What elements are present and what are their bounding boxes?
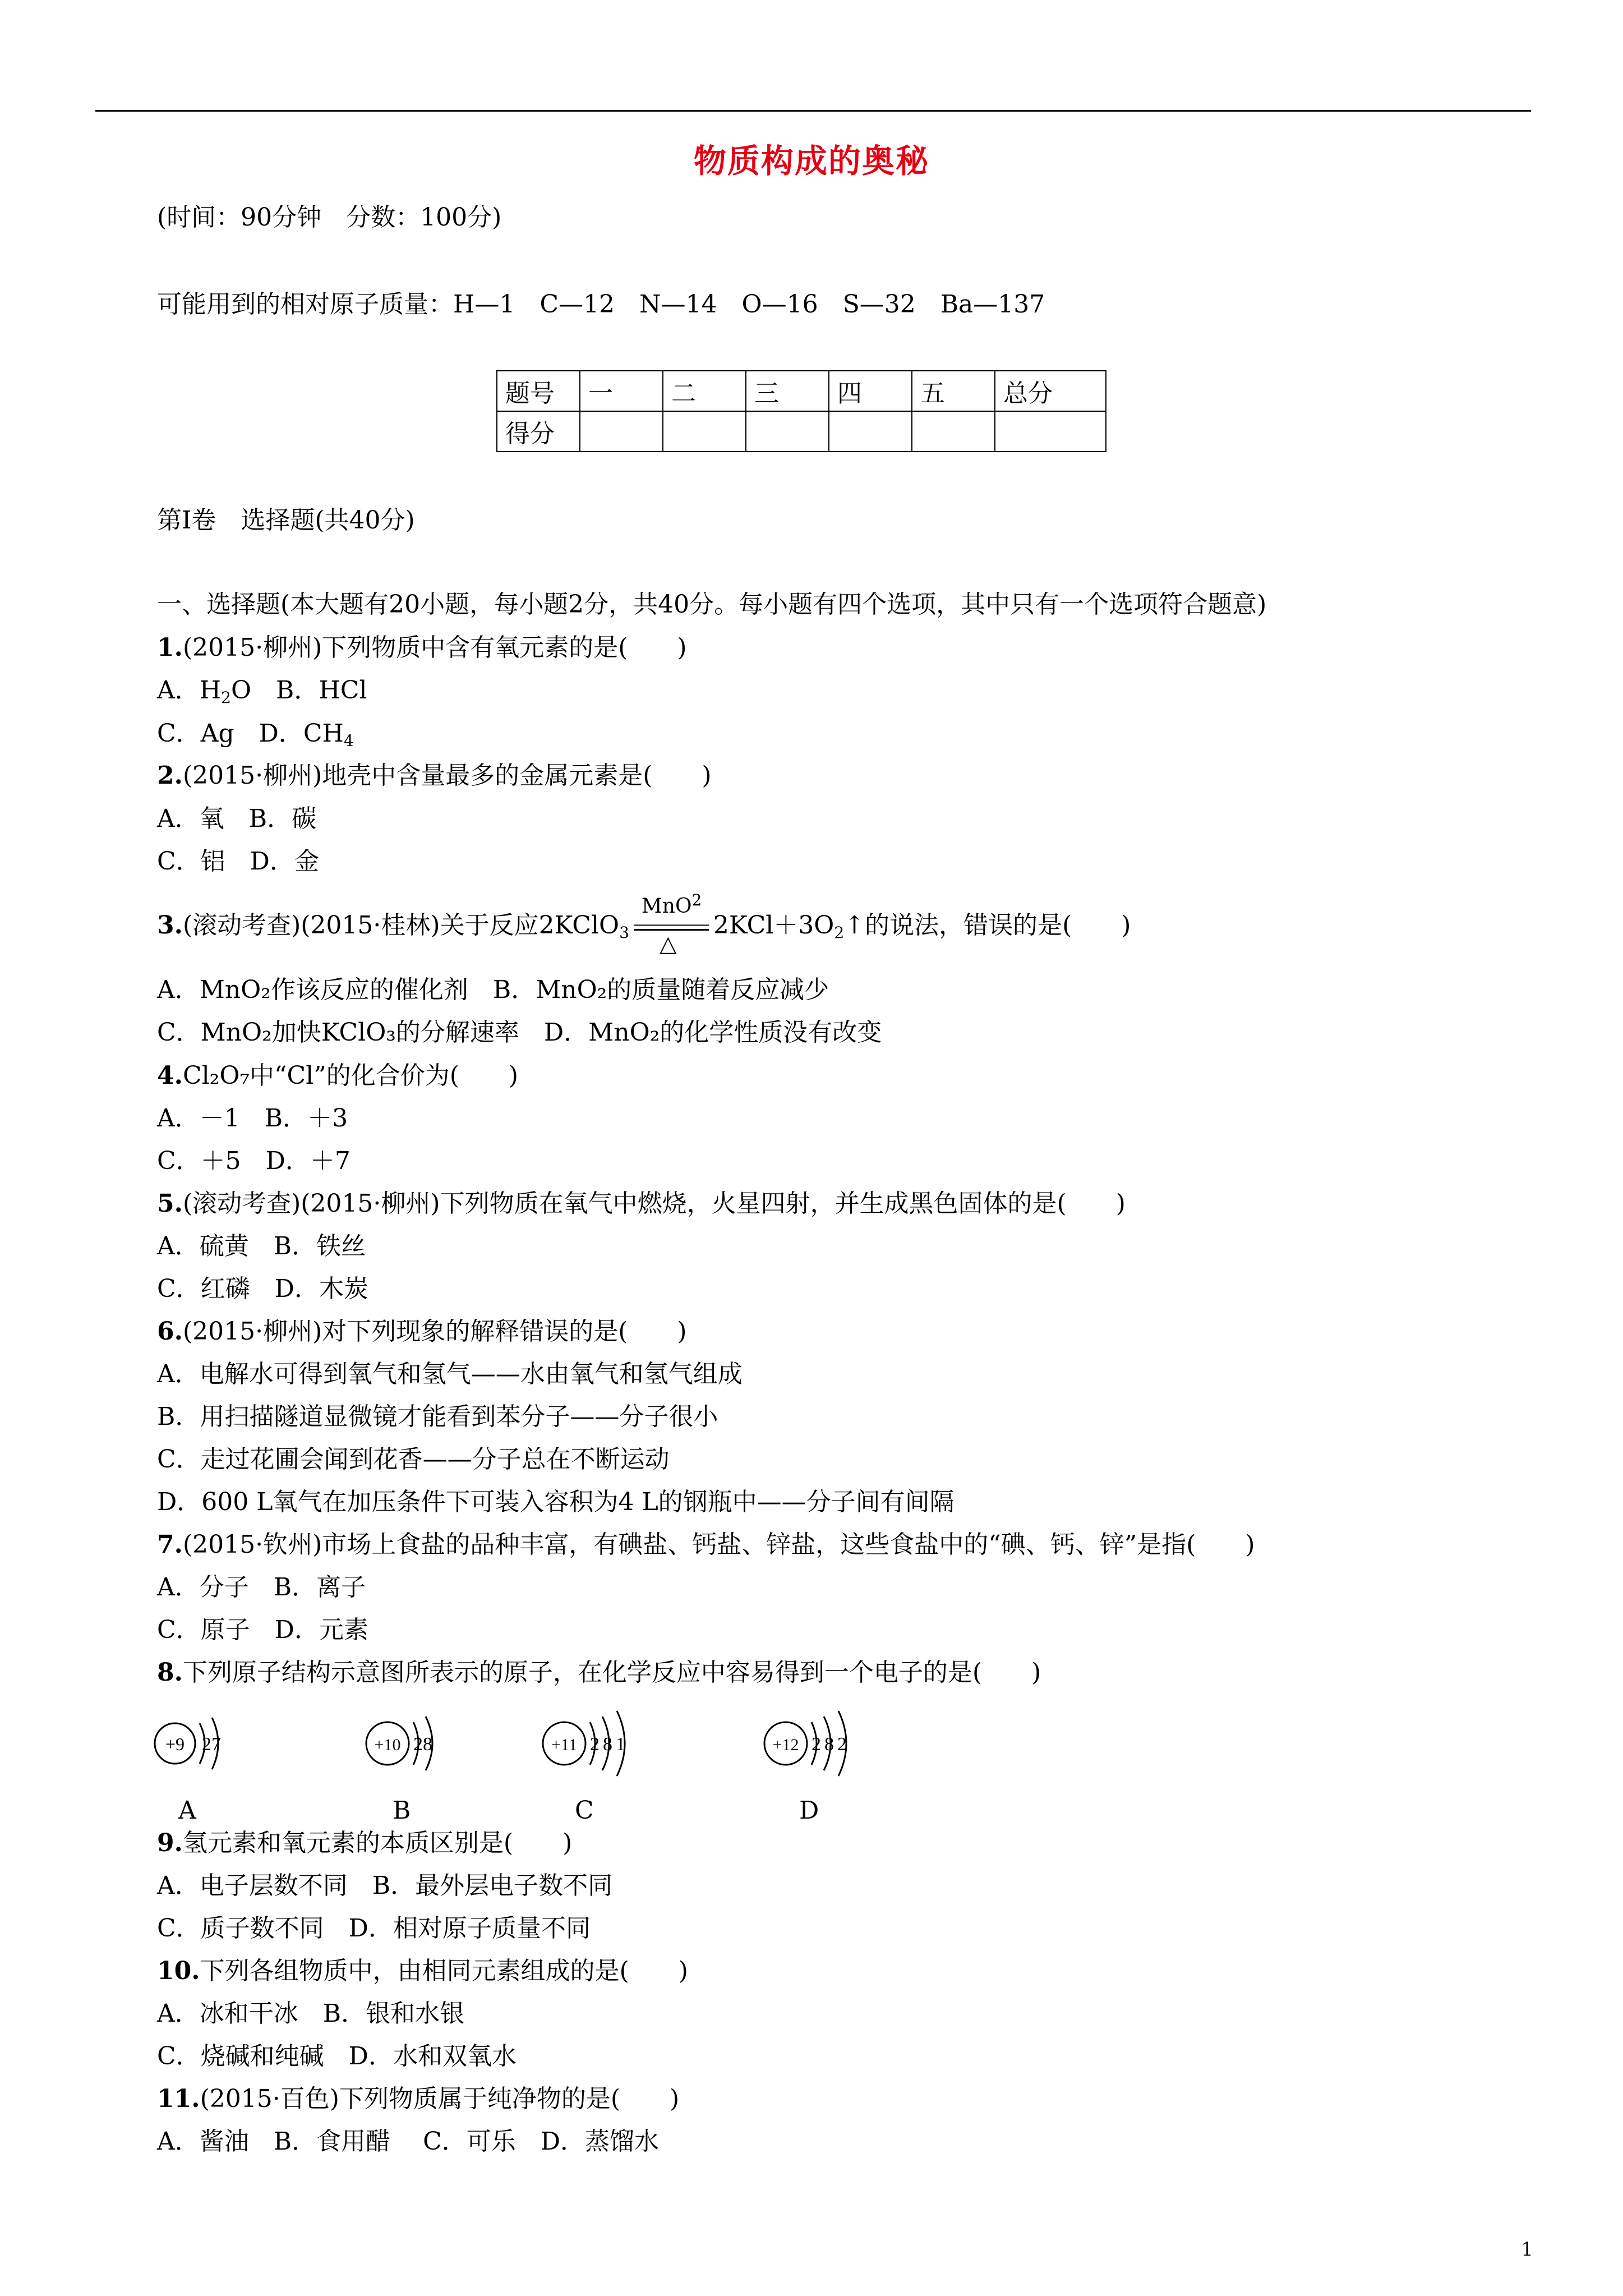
question-10 — [157, 1955, 688, 1987]
options-ab: A．冰和干冰 B．银和水银 — [157, 1999, 465, 2028]
subscript: 2 — [221, 688, 231, 707]
question-number: 2. — [157, 761, 183, 790]
subscript: 3 — [619, 923, 629, 942]
score-entry[interactable] — [995, 411, 1106, 452]
atom-label-d: D — [799, 1796, 819, 1825]
options-cd: C．MnO₂加快KClO₃的分解速率 D．MnO₂的化学性质没有改变 — [157, 1018, 882, 1047]
score-entry[interactable] — [829, 411, 912, 452]
svg-text:+9: +9 — [165, 1734, 185, 1754]
question-stem: (2015·柳州)下列物质中含有氧元素的是( ) — [182, 633, 687, 662]
question-2 — [157, 760, 712, 792]
score-entry[interactable] — [746, 411, 829, 452]
question-stem: ↑的说法，错误的是( ) — [844, 911, 1131, 940]
option-text: A．H — [157, 676, 222, 705]
table-cell: 三 — [746, 371, 829, 411]
question-8 — [157, 1657, 1041, 1688]
question-number: 4. — [157, 1061, 183, 1090]
question-stem: 下列各组物质中，由相同元素组成的是( ) — [200, 1957, 688, 1985]
atom-diagram-a — [151, 1705, 252, 1778]
catalyst-label: MnO$^2$ — [641, 890, 702, 918]
svg-text:27: 27 — [202, 1734, 221, 1755]
question-6 — [157, 1316, 687, 1347]
question-stem: (滚动考查)(2015·桂林)关于反应2KClO — [182, 911, 620, 940]
options-ab: A．MnO₂作该反应的催化剂 B．MnO₂的质量随着反应减少 — [157, 976, 829, 1004]
question-stem: (2015·柳州)对下列现象的解释错误的是( ) — [182, 1317, 687, 1346]
question-number: 5. — [157, 1189, 183, 1218]
subscript: 2 — [834, 923, 845, 942]
question-number: 1. — [157, 633, 183, 662]
question-stem: 氢元素和氧元素的本质区别是( ) — [182, 1829, 573, 1857]
score-entry[interactable] — [912, 411, 995, 452]
options-ab: A．硫黄 B．铁丝 — [157, 1232, 366, 1260]
options-ab — [157, 675, 367, 714]
options-ab: A．－1 B．＋3 — [157, 1104, 348, 1133]
table-cell: 总分 — [995, 371, 1106, 411]
atom-diagram-b — [362, 1705, 474, 1778]
page-title: 物质构成的奥秘 — [693, 142, 929, 180]
svg-text:+12: +12 — [772, 1736, 799, 1754]
option-text: O B．HCl — [230, 676, 367, 705]
options-cd: C．质子数不同 D．相对原子质量不同 — [157, 1914, 591, 1943]
question-number: 10. — [157, 1957, 200, 1985]
question-11 — [157, 2083, 679, 2115]
atom-label-c: C — [575, 1796, 594, 1825]
options-ab: A．电子层数不同 B．最外层电子数不同 — [157, 1871, 613, 1900]
options-cd: C．铝 D．金 — [157, 847, 319, 876]
table-cell: 一 — [580, 371, 663, 411]
atom-diagram-d — [760, 1705, 895, 1778]
score-table-score-row — [497, 411, 1106, 452]
question-stem: (2015·百色)下列物质属于纯净物的是( ) — [200, 2085, 680, 2113]
score-entry[interactable] — [663, 411, 746, 452]
table-cell: 得分 — [497, 411, 580, 452]
atom-label-a: A — [178, 1796, 196, 1825]
svg-text:282: 282 — [811, 1734, 850, 1755]
heat-symbol: △ — [659, 931, 677, 957]
reaction-condition — [629, 890, 713, 957]
question-stem: (滚动考查)(2015·柳州)下列物质在氧气中燃烧，火星四射，并生成黑色固体的是( ) — [182, 1189, 1126, 1218]
options-cd: C．原子 D．元素 — [157, 1616, 368, 1644]
options-cd: C．烧碱和纯碱 D．水和双氧水 — [157, 2042, 517, 2070]
options-ab: A．氧 B．碳 — [157, 804, 317, 833]
question-stem: (2015·钦州)市场上食盐的品种丰富，有碘盐、钙盐、锌盐，这些食盐中的“碘、钙、锌”是指( ) — [182, 1530, 1255, 1559]
question-stem: Cl₂O₇中“Cl”的化合价为( ) — [182, 1061, 519, 1090]
options-ab: A．分子 B．离子 — [157, 1573, 366, 1602]
option-c: C．走过花圃会闻到花香——分子总在不断运动 — [157, 1445, 670, 1474]
question-3 — [157, 890, 1131, 957]
question-stem: 2KCl＋3O — [713, 911, 834, 940]
section-title: 第Ⅰ卷 选择题(共40分) — [157, 506, 415, 535]
score-entry[interactable] — [580, 411, 663, 452]
question-number: 3. — [157, 911, 183, 940]
question-9 — [157, 1828, 572, 1859]
options-cd: C．＋5 D．＋7 — [157, 1147, 351, 1175]
subscript: 4 — [343, 731, 354, 750]
page-number: 1 — [1521, 2238, 1533, 2261]
question-stem: 下列原子结构示意图所表示的原子，在化学反应中容易得到一个电子的是( ) — [182, 1658, 1041, 1687]
svg-text:+11: +11 — [551, 1736, 577, 1754]
svg-text:+10: +10 — [374, 1736, 401, 1754]
question-5 — [157, 1188, 1126, 1220]
option-b: B．用扫描隧道显微镜才能看到苯分子——分子很小 — [157, 1402, 718, 1431]
table-cell: 四 — [829, 371, 912, 411]
table-cell: 题号 — [497, 371, 580, 411]
question-number: 6. — [157, 1317, 183, 1346]
option-d: D．600 L氧气在加压条件下可装入容积为4 L的钢瓶中——分子间有间隔 — [157, 1488, 955, 1516]
score-table-header-row — [497, 371, 1106, 411]
table-cell: 五 — [912, 371, 995, 411]
option-text: C．Ag D．CH — [157, 719, 344, 748]
score-table — [496, 370, 1106, 452]
time-info: (时间：90分钟 分数：100分) — [157, 203, 502, 232]
question-7 — [157, 1529, 1255, 1561]
options: A．酱油 B．食用醋 C．可乐 D．蒸馏水 — [157, 2127, 660, 2156]
question-number: 9. — [157, 1829, 183, 1857]
question-4 — [157, 1060, 518, 1092]
question-1 — [157, 632, 687, 664]
option-a: A．电解水可得到氧气和氢气——水由氧气和氢气组成 — [157, 1360, 743, 1388]
question-number: 8. — [157, 1658, 183, 1687]
atomic-masses: 可能用到的相对原子质量：H—1 C—12 N—14 O—16 S—32 Ba—137 — [157, 290, 1045, 319]
atom-label-b: B — [393, 1796, 411, 1825]
svg-text:28: 28 — [413, 1734, 432, 1755]
question-number: 7. — [157, 1530, 183, 1559]
options-cd — [157, 718, 354, 757]
part-instructions: 一、选择题(本大题有20小题，每小题2分，共40分。每小题有四个选项，其中只有一个选项符合题意) — [157, 590, 1267, 619]
atom-diagram-c — [538, 1705, 673, 1778]
header-rule — [95, 110, 1531, 112]
options-cd: C．红磷 D．木炭 — [157, 1274, 368, 1303]
question-stem: (2015·柳州)地壳中含量最多的金属元素是( ) — [182, 761, 712, 790]
question-number: 11. — [157, 2085, 200, 2113]
svg-text:281: 281 — [590, 1734, 629, 1755]
table-cell: 二 — [663, 371, 746, 411]
